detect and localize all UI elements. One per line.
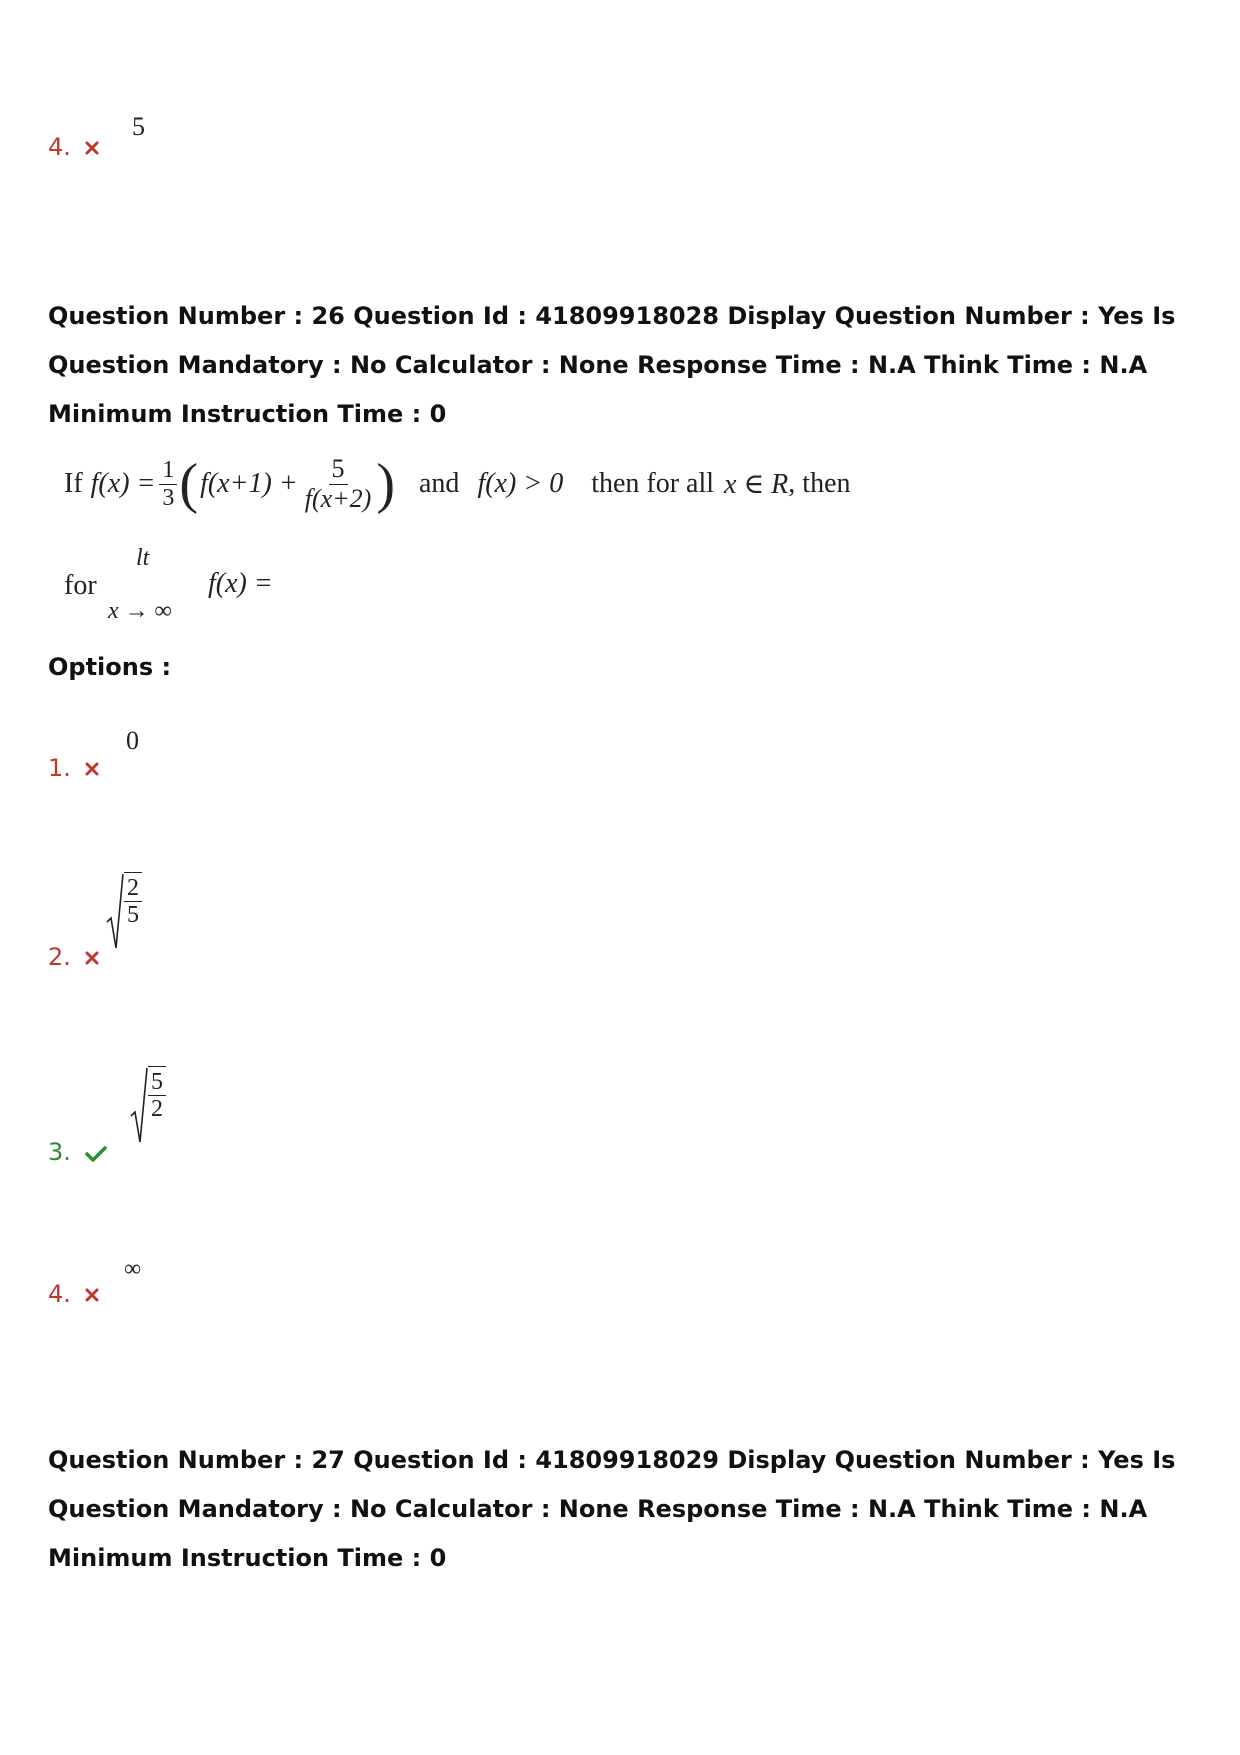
fraction-numerator: 5	[329, 455, 348, 485]
fraction-numerator: 2	[124, 875, 142, 902]
stem-fx-eq: f(x) =	[90, 468, 156, 500]
fraction-denominator: 5	[127, 902, 139, 929]
fraction-denominator: f(x+2)	[304, 483, 372, 513]
option-2[interactable]	[48, 943, 99, 971]
sqrt-icon	[130, 1066, 148, 1146]
prev-option-4-value: 5	[132, 112, 145, 141]
stem-fx-eq-2: f(x) =	[208, 568, 273, 599]
options-label: Options :	[48, 653, 172, 681]
question-26-header: Question Number : 26 Question Id : 41809918028 Display Question Number : Yes Is Question Mandatory : No Calculator : None Response Time : N.A Think Time : N.A Minimum Instruction Time : 0	[48, 302, 1176, 428]
stem-x-to-infinity: x → ∞	[108, 598, 172, 624]
question-27-header: Question Number : 27 Question Id : 41809918029 Display Question Number : Yes Is Question Mandatory : No Calculator : None Response Time : N.A Think Time : N.A Minimum Instruction Time : 0	[48, 1446, 1176, 1572]
stem-then: , then	[788, 468, 851, 500]
radicand-fraction	[124, 872, 142, 952]
cross-icon	[85, 1288, 99, 1302]
option-number: 3.	[48, 1138, 71, 1166]
checkmark-icon	[85, 1146, 105, 1160]
stem-for: for	[64, 570, 97, 601]
stem-x-in-R: x ∈ R	[724, 469, 789, 501]
cross-icon	[85, 762, 99, 776]
option-number: 2.	[48, 943, 71, 971]
option-4-value: ∞	[124, 1256, 142, 1282]
stem-condition: f(x) > 0	[477, 468, 564, 500]
question-26-stem-line1	[64, 453, 851, 516]
option-3[interactable]	[48, 1138, 105, 1166]
sqrt-icon	[106, 872, 124, 952]
option-2-value	[106, 872, 142, 952]
fraction-denominator: 2	[151, 1096, 163, 1123]
option-number: 1.	[48, 754, 71, 782]
stem-fx1: f(x+1) +	[200, 468, 298, 500]
fraction-denominator: 3	[162, 484, 175, 511]
stem-then-for-all: then for all	[591, 468, 715, 500]
one-third-fraction	[159, 457, 177, 511]
option-3-value	[130, 1066, 166, 1146]
prev-option-4	[48, 133, 99, 161]
stem-lt: lt	[136, 545, 150, 571]
left-paren: (	[179, 453, 199, 516]
fraction-numerator: 5	[148, 1069, 166, 1096]
option-4[interactable]	[48, 1280, 99, 1308]
fraction-numerator: 1	[159, 457, 177, 484]
radicand-fraction	[148, 1066, 166, 1146]
five-over-f-fraction	[302, 455, 375, 513]
option-number: 4.	[48, 1280, 71, 1308]
option-1[interactable]	[48, 754, 99, 782]
stem-if: If	[64, 468, 83, 500]
cross-icon	[85, 951, 99, 965]
right-paren: )	[376, 453, 395, 516]
stem-and: and	[419, 468, 460, 500]
option-1-value: 0	[126, 726, 139, 755]
cross-icon	[85, 141, 99, 155]
option-number: 4.	[48, 133, 71, 161]
